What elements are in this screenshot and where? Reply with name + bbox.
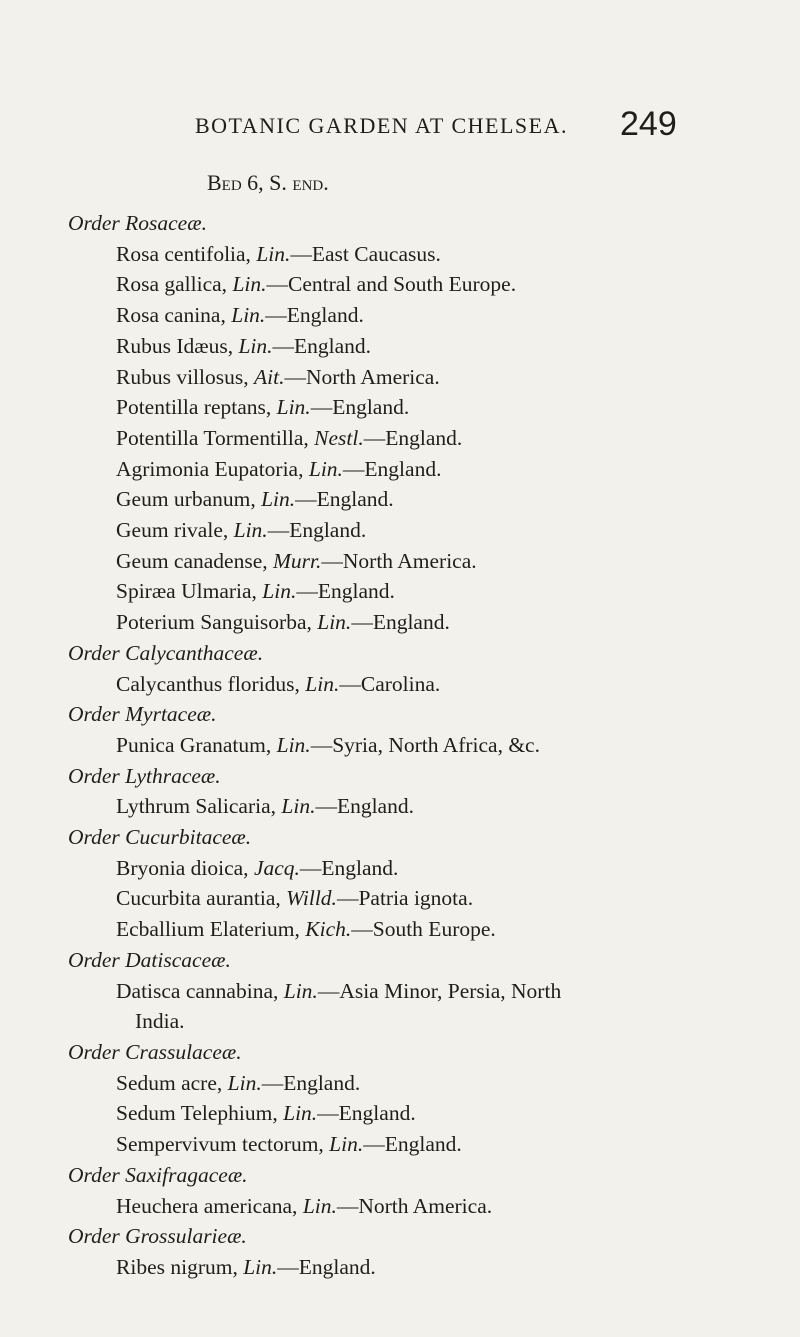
running-title: BOTANIC GARDEN AT CHELSEA. [195,113,568,138]
native-region: —North America. [284,364,440,389]
native-region: —England. [267,518,367,543]
author-abbreviation: Lin. [227,1070,262,1095]
plant-entry [68,1068,783,1099]
native-region: —England. [363,1132,462,1157]
native-region: —Asia Minor, Persia, North [317,978,562,1003]
page-number: 249 [620,105,677,143]
running-header [0,85,800,143]
species-name: Ecballium Elaterium, [116,917,300,942]
author-abbreviation: Lin. [233,518,268,543]
native-region: —Patria ignota. [336,886,474,911]
order-name: Grossularieæ. [125,1224,247,1249]
native-region: —England. [317,1101,416,1126]
plant-entry [68,883,783,914]
order-heading [68,945,783,976]
species-name: Sedum acre, [116,1070,223,1095]
author-abbreviation: Ait. [254,364,285,389]
native-region: —East Caucasus. [290,241,441,266]
species-name: Calycanthus floridus, [116,671,300,696]
author-abbreviation: Nestl. [314,425,364,450]
plant-entry [68,239,783,270]
native-region: —South Europe. [351,917,496,942]
species-name: Rosa centifolia, [116,241,251,266]
plant-entry [68,914,783,945]
species-name: Rubus Idæus, [116,333,234,358]
species-name: Agrimonia Eupatoria, [116,456,304,481]
order-name: Rosaceæ. [125,211,207,235]
author-abbreviation: Lin. [302,1193,337,1218]
order-name: Cucurbitaceæ. [125,825,252,850]
order-heading-text: Order [68,947,120,972]
species-name: Spiræa Ulmaria, [116,579,257,604]
order-name: Lythraceæ. [125,763,221,788]
species-name: Heuchera americana, [116,1193,298,1218]
plant-entry [68,1191,783,1222]
species-name: Cucurbita aurantia, [116,886,281,911]
species-name: Potentilla reptans, [116,395,272,420]
species-name: Potentilla Tormentilla, [116,425,309,450]
plant-entry [68,269,783,300]
native-region: —England. [272,333,372,358]
native-region: India. [135,1009,185,1034]
order-heading [68,1037,783,1068]
plant-entry [68,730,783,761]
order-heading [68,638,783,669]
native-region: —North America. [321,548,477,573]
native-region: —England. [295,487,394,512]
plant-entry [68,515,783,546]
native-region: —England. [299,855,399,880]
native-region: —Syria, North Africa, &c. [310,732,540,757]
plant-entry [68,392,783,423]
plant-entry [68,1098,783,1129]
order-heading-text: Order [68,825,120,850]
native-region: —England. [265,303,364,328]
species-name: Geum urbanum, [116,487,256,512]
plant-entry [68,976,783,1007]
author-abbreviation: Lin. [276,395,311,420]
author-abbreviation: Jacq. [253,855,300,880]
order-heading [68,761,783,792]
plant-entry [68,853,783,884]
author-abbreviation: Lin. [317,610,352,635]
author-abbreviation: Lin. [308,456,343,481]
bed-heading: Bed 6, S. end. [207,170,329,195]
species-name: Bryonia dioica, [116,855,249,880]
author-abbreviation: Lin. [281,794,316,819]
author-abbreviation: Kich. [305,917,352,942]
author-abbreviation: Lin. [243,1254,278,1279]
plant-entry [68,423,783,454]
order-heading-text: Order [68,1224,120,1249]
author-abbreviation: Lin. [305,671,340,696]
plant-entry [68,791,783,822]
native-region: —England. [310,395,410,420]
species-name: Punica Granatum, [116,732,272,757]
native-region: —England. [261,1070,361,1095]
order-heading [68,1221,783,1252]
plant-list [68,208,783,1283]
order-name: Saxifragaceæ. [125,1162,248,1187]
plant-entry [68,1129,783,1160]
species-name: Sedum Telephium, [116,1101,278,1126]
plant-entry [68,546,783,577]
order-name: Myrtaceæ. [125,702,217,727]
author-abbreviation: Lin. [232,272,267,297]
author-abbreviation: Lin. [238,333,273,358]
plant-entry [68,484,783,515]
author-abbreviation: Lin. [329,1132,364,1157]
native-region: —England. [315,794,414,819]
native-region: —North America. [336,1193,493,1218]
author-abbreviation: Lin. [283,1101,318,1126]
order-name: Crassulaceæ. [125,1039,242,1064]
author-abbreviation: Lin. [256,241,291,266]
author-abbreviation: Murr. [273,548,322,573]
plant-entry [68,331,783,362]
order-heading [68,699,783,730]
author-abbreviation: Lin. [262,579,297,604]
species-name: Ribes nigrum, [116,1254,238,1279]
plant-entry [68,669,783,700]
plant-entry [68,300,783,331]
plant-entry [68,576,783,607]
plant-entry [68,362,783,393]
order-heading-text: Order [68,1039,120,1064]
entry-continuation [68,1006,783,1037]
species-name: Sempervivum tectorum, [116,1132,324,1157]
plant-entry [68,1252,783,1283]
species-name: Poterium Sanguisorba, [116,610,312,635]
native-region: —England. [351,610,450,635]
native-region: —England. [342,456,442,481]
plant-entry [68,607,783,638]
order-heading-text: Order [68,211,120,235]
species-name: Datisca cannabina, [116,978,279,1003]
species-name: Geum rivale, [116,518,229,543]
native-region: —England. [277,1254,376,1279]
order-heading [68,822,783,853]
native-region: —England. [363,425,463,450]
order-heading-text: Order [68,763,120,788]
native-region: —Central and South Europe. [266,272,517,297]
author-abbreviation: Lin. [231,303,266,328]
species-name: Rosa gallica, [116,272,228,297]
species-name: Lythrum Salicaria, [116,794,277,819]
plant-entry [68,454,783,485]
order-heading [68,1160,783,1191]
order-name: Calycanthaceæ. [125,640,264,665]
species-name: Rubus villosus, [116,364,249,389]
species-name: Geum canadense, [116,548,268,573]
author-abbreviation: Lin. [283,978,318,1003]
order-name: Datiscaceæ. [125,947,231,972]
order-heading-text: Order [68,640,120,665]
author-abbreviation: Willd. [286,886,337,911]
order-heading-text: Order [68,702,120,727]
native-region: —Carolina. [339,671,441,696]
order-heading-text: Order [68,1162,120,1187]
species-name: Rosa canina, [116,303,226,328]
author-abbreviation: Lin. [276,732,311,757]
author-abbreviation: Lin. [261,487,296,512]
order-heading [68,208,783,239]
native-region: —England. [296,579,395,604]
